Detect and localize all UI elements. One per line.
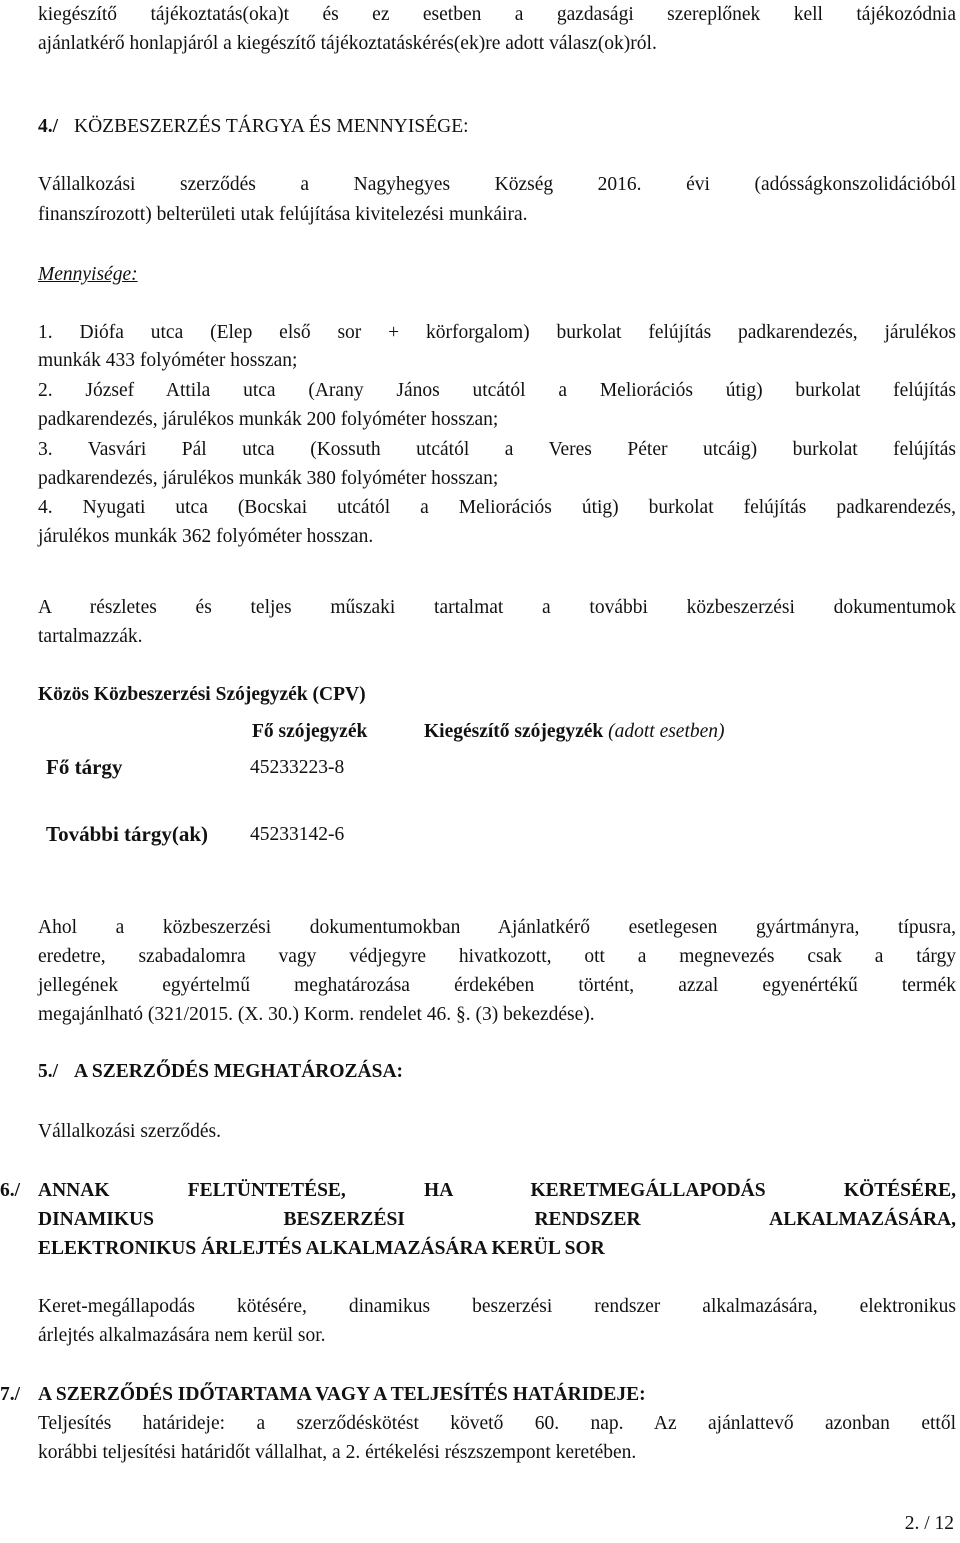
section4-number: 4./ <box>38 116 59 137</box>
item-3-line1: 3. Vasvári Pál utca (Kossuth utcától a Veres Péter utcáig) burkolat felújítás <box>38 439 956 460</box>
equiv-line1: Ahol a közbeszerzési dokumentumokban Ajánlatkérő esetlegesen gyártmányra, típusra, <box>38 917 956 938</box>
section6-title-line2: DINAMIKUS BESZERZÉSI RENDSZER ALKALMAZÁSÁRA, <box>38 1209 956 1230</box>
page-number: 2. / 12 <box>904 1513 954 1534</box>
cpv-col-supp: Kiegészítő szójegyzék <box>424 721 604 742</box>
cpv-additional-code: 45233142-6 <box>250 824 345 845</box>
top-paragraph-line2: ajánlatkérő honlapjáról a kiegészítő tájékoztatáskérés(ek)re adott válasz(ok)ról. <box>38 33 657 54</box>
section5-title: A SZERZŐDÉS MEGHATÁROZÁSA: <box>74 1061 404 1082</box>
details-line2: tartalmazzák. <box>38 626 143 647</box>
section7-text-line2: korábbi teljesítési határidőt vállalhat, a 2. értékelési részszempont keretében. <box>38 1442 637 1463</box>
section7-number: 7./ <box>0 1384 21 1405</box>
cpv-col-main: Fő szójegyzék <box>252 721 368 742</box>
details-line1: A részletes és teljes műszaki tartalmat a további közbeszerzési dokumentumok <box>38 597 956 618</box>
section6-title-line1: ANNAK FELTÜNTETÉSE, HA KERETMEGÁLLAPODÁS KÖTÉSÉRE, <box>38 1180 956 1201</box>
item-1-line2: munkák 433 folyóméter hosszan; <box>38 350 298 371</box>
section7-text-line1: Teljesítés határideje: a szerződéskötést követő 60. nap. Az ajánlattevő azonban ettől <box>38 1413 956 1434</box>
section6-text-line1: Keret-megállapodás kötésére, dinamikus beszerzési rendszer alkalmazására, elektronikus <box>38 1296 956 1317</box>
item-4-line2: járulékos munkák 362 folyóméter hosszan. <box>38 526 374 547</box>
section5-heading <box>38 1057 956 1086</box>
section4-desc-line2: finanszírozott) belterületi utak felújítása kivitelezési munkáira. <box>38 204 528 225</box>
section4-heading <box>38 112 956 141</box>
equiv-line2: eredetre, szabadalomra vagy védjegyre hivatkozott, ott a megnevezés csak a tárgy <box>38 946 956 967</box>
section4-desc-line1: Vállalkozási szerződés a Nagyhegyes Község 2016. évi (adósságkonszolidációból <box>38 174 956 195</box>
cpv-col-supp-note: (adott esetben) <box>608 721 725 742</box>
equiv-line4: megajánlható (321/2015. (X. 30.) Korm. rendelet 46. §. (3) bekezdése). <box>38 1004 595 1025</box>
item-2-line2: padkarendezés, járulékos munkák 200 folyóméter hosszan; <box>38 409 499 430</box>
cpv-additional-label: További tárgy(ak) <box>46 822 209 846</box>
cpv-main-label: Fő tárgy <box>46 755 123 779</box>
item-1-line1: 1. Diófa utca (Elep első sor + körforgalom) burkolat felújítás padkarendezés, járulékos <box>38 322 956 343</box>
section6-text-line2: árlejtés alkalmazására nem kerül sor. <box>38 1325 326 1346</box>
cpv-main-code: 45233223-8 <box>250 757 345 778</box>
top-paragraph-line1: kiegészítő tájékoztatás(oka)t és ez esetben a gazdasági szereplőnek kell tájékozódnia <box>38 4 956 25</box>
section5-number: 5./ <box>38 1061 59 1082</box>
quantity-label: Mennyisége: <box>38 264 138 285</box>
section7-title: A SZERZŐDÉS IDŐTARTAMA VAGY A TELJESÍTÉS HATÁRIDEJE: <box>38 1384 646 1405</box>
item-2-line1: 2. József Attila utca (Arany János utcától a Meliorációs útig) burkolat felújítás <box>38 380 956 401</box>
item-3-line2: padkarendezés, járulékos munkák 380 folyóméter hosszan; <box>38 468 499 489</box>
section6-number: 6./ <box>0 1180 21 1201</box>
cpv-title: Közös Közbeszerzési Szójegyzék (CPV) <box>38 684 366 705</box>
item-4-line1: 4. Nyugati utca (Bocskai utcától a Meliorációs útig) burkolat felújítás padkarendezés, <box>38 497 956 518</box>
section5-text: Vállalkozási szerződés. <box>38 1121 222 1142</box>
section4-title: KÖZBESZERZÉS TÁRGYA ÉS MENNYISÉGE: <box>74 116 469 137</box>
section6-title-line3: ELEKTRONIKUS ÁRLEJTÉS ALKALMAZÁSÁRA KERÜL SOR <box>38 1238 605 1259</box>
equiv-line3: jellegének egyértelmű meghatározása érdekében történt, azzal egyenértékű termék <box>38 975 956 996</box>
cpv-col-supp-wrap <box>424 717 725 746</box>
